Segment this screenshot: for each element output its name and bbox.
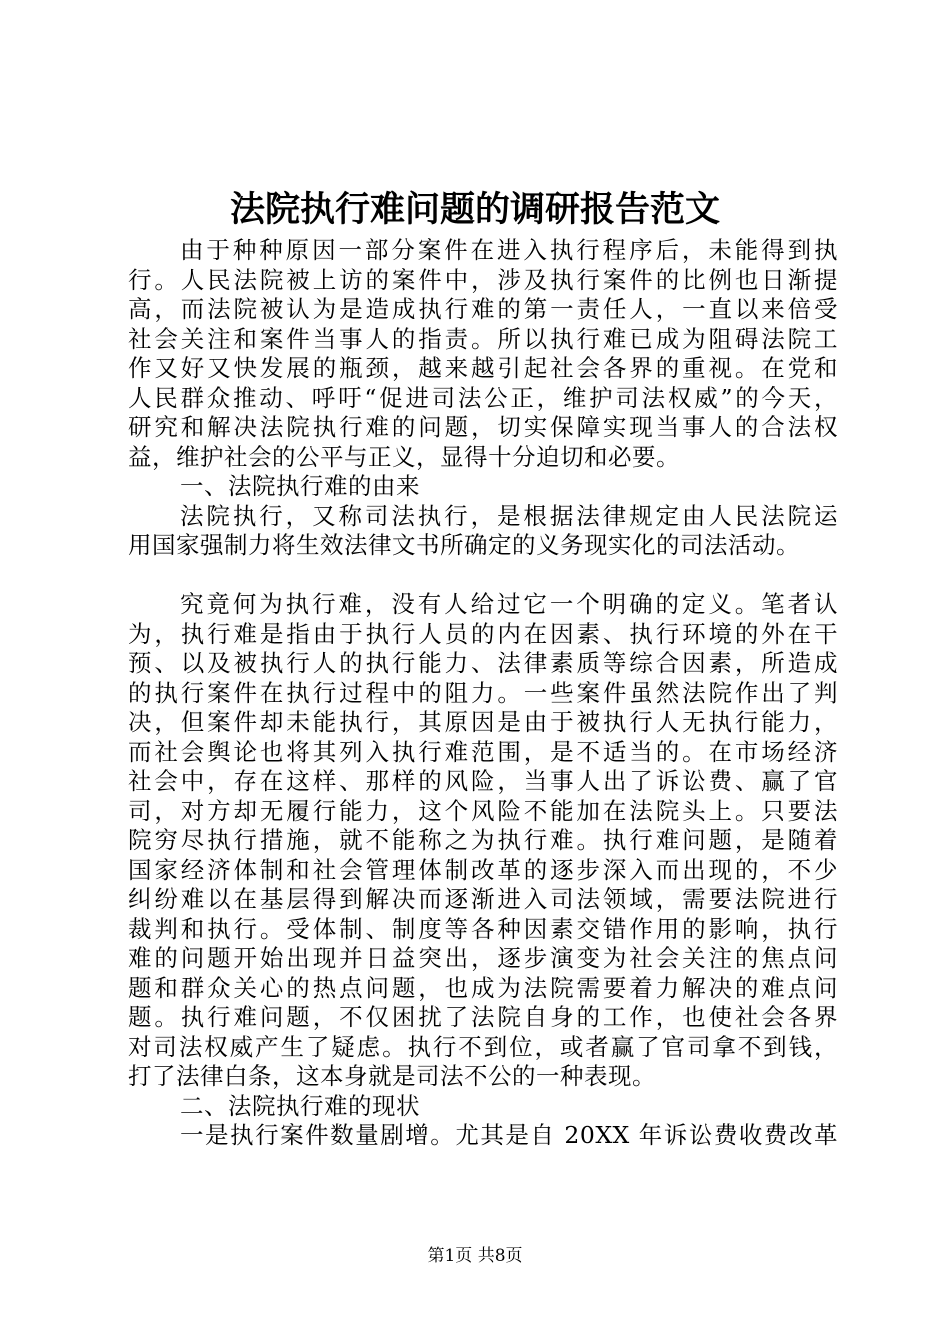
text-line: 国家经济体制和社会管理体制改革的逐步深入而出现的，不少 bbox=[128, 855, 838, 884]
text-line: 预、以及被执行人的执行能力、法律素质等综合因素，所造成 bbox=[128, 649, 838, 677]
text-line: 用国家强制力将生效法律文书所确定的义务现实化的司法活动。 bbox=[128, 531, 800, 559]
text-line: 高，而法院被认为是造成执行难的第一责任人，一直以来倍受 bbox=[128, 295, 838, 323]
section-heading: 一、法院执行难的由来 bbox=[180, 472, 420, 500]
document-body bbox=[128, 236, 838, 1151]
section-heading: 二、法院执行难的现状 bbox=[180, 1091, 420, 1120]
text-line: 法院执行，又称司法执行，是根据法律规定由人民法院运 bbox=[180, 501, 838, 530]
text-line: 题。执行难问题，不仅困扰了法院自身的工作，也使社会各界 bbox=[128, 1003, 838, 1031]
text-line: 益，维护社会的公平与正义，显得十分迫切和必要。 bbox=[128, 442, 680, 471]
text-line: 难的问题开始出现并日益突出，逐步演变为社会关注的焦点问 bbox=[128, 944, 838, 972]
text-line: 题和群众关心的热点问题，也成为法院需要着力解决的难点问 bbox=[128, 973, 838, 1002]
page-footer: 第1页 共8页 bbox=[427, 1246, 523, 1266]
text-line: 的执行案件在执行过程中的阻力。一些案件虽然法院作出了判 bbox=[128, 678, 838, 707]
text-line: 社会中，存在这样、那样的风险，当事人出了诉讼费、赢了官 bbox=[128, 767, 838, 795]
text-line: 社会关注和案件当事人的指责。所以执行难已成为阻碍法院工 bbox=[128, 324, 838, 353]
text-line: 研究和解决法院执行难的问题，切实保障实现当事人的合法权 bbox=[128, 413, 838, 441]
text-line: 由于种种原因一部分案件在进入执行程序后，未能得到执 bbox=[180, 236, 838, 264]
text-line: 究竟何为执行难，没有人给过它一个明确的定义。笔者认 bbox=[180, 590, 838, 618]
text-line: 行。人民法院被上访的案件中，涉及执行案件的比例也日渐提 bbox=[128, 265, 838, 294]
text-line: 而社会舆论也将其列入执行难范围，是不适当的。在市场经济 bbox=[128, 737, 838, 766]
text-line: 司，对方却无履行能力，这个风险不能加在法院头上。只要法 bbox=[128, 796, 838, 825]
text-line: 纠纷难以在基层得到解决而逐渐进入司法领域，需要法院进行 bbox=[128, 885, 838, 913]
text-line: 裁判和执行。受体制、制度等各种因素交错作用的影响，执行 bbox=[128, 914, 838, 943]
text-line: 打了法律白条，这本身就是司法不公的一种表现。 bbox=[128, 1062, 656, 1090]
text-line: 人民群众推动、呼吁“促进司法公正，维护司法权威”的今天， bbox=[128, 383, 838, 412]
text-line: 院穷尽执行措施，就不能称之为执行难。执行难问题，是随着 bbox=[128, 826, 838, 854]
blank-line bbox=[128, 561, 838, 591]
text-line: 决，但案件却未能执行，其原因是由于被执行人无执行能力， bbox=[128, 708, 838, 736]
text-line: 对司法权威产生了疑虑。执行不到位，或者赢了官司拿不到钱， bbox=[128, 1032, 838, 1061]
document-title: 法院执行难问题的调研报告范文 bbox=[229, 189, 720, 230]
text-line: 为，执行难是指由于执行人员的内在因素、执行环境的外在干 bbox=[128, 619, 838, 648]
text-line: 一是执行案件数量剧增。尤其是自 20XX 年诉讼费收费改革 bbox=[180, 1121, 838, 1149]
text-line: 作又好又快发展的瓶颈，越来越引起社会各界的重视。在党和 bbox=[128, 354, 838, 382]
